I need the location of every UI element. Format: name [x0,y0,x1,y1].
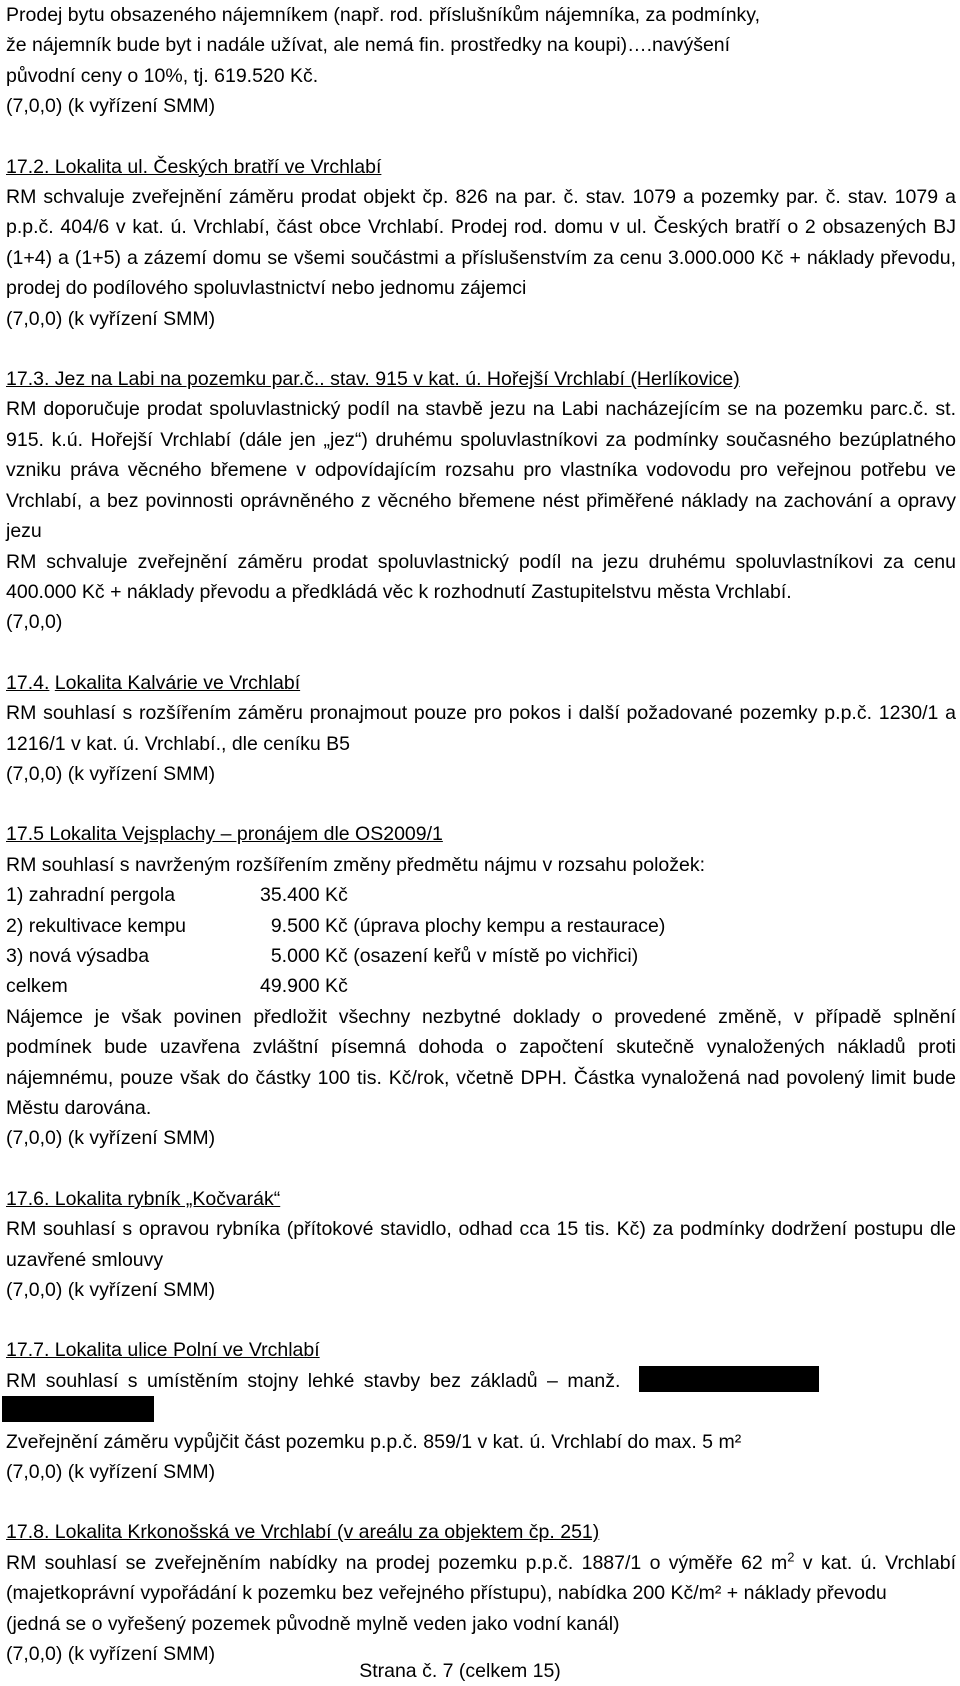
item-price: 35.400 Kč [260,884,348,907]
vote-result: (7,0,0) (k vyřízení SMM) [6,1643,216,1666]
item-price: 5.000 Kč (osazení keřů v místě po vichřici) [260,944,639,967]
paragraph-line: že nájemník bude byt i nadále užívat, ale nemá fin. prostředky na koupi)….navýšení [6,34,731,57]
paragraph-line: původní ceny o 10%, tj. 619.520 Kč. [6,64,319,87]
section-heading-17-3: 17.3. Jez na Labi na pozemku par.č.. stav. 915 v kat. ú. Hořejší Vrchlabí (Herlíkovice) [6,368,740,391]
section-text: RM souhlasí s umístěním stojny lehké stavby bez základů – manž. [6,1369,621,1392]
vote-result: (7,0,0) [6,611,63,634]
section-text: RM souhlasí s opravou rybníka (přítokové stavidlo, odhad cca 15 tis. Kč) za podmínky dodržení postupu dle uzavřené smlouvy [6,1218,956,1271]
paragraph-line: Prodej bytu obsazeného nájemníkem (např. rod. příslušníkům nájemníka, za podmínky, [6,4,761,26]
section-heading-17-2: 17.2. Lokalita ul. Českých bratří ve Vrchlabí [6,155,382,178]
item-price: 49.900 Kč [260,975,348,998]
section-heading-17-7: 17.7. Lokalita ulice Polní ve Vrchlabí [6,1339,320,1362]
redaction-block [639,1366,819,1392]
vote-result: (7,0,0) (k vyřízení SMM) [6,1279,216,1302]
redaction-line [6,1396,956,1426]
superscript: 2 [787,1549,795,1565]
section-heading-17-4 [6,668,956,698]
section-text: RM doporučuje prodat spoluvlastnický podíl na stavbě jezu na Labi nacházejícím se na pozemku parc.č. st. 915. k.ú. Hořejší Vrchlabí (dále jen „jez“) druhému spoluvlastníkovi za podmínky současného bezúplatného vzniku práva věcného břemene v odpovídajícím rozsahu pro vlastníka vodovodu pro veřejnou potřebu ve Vrchlabí, a bez povinnosti oprávněného z věcného břemene nést přiměřené náklady na zachování a opravy jezu [6,398,956,543]
vote-result: (7,0,0) (k vyřízení SMM) [6,1461,216,1484]
list-item [6,941,956,971]
section-heading-17-8: 17.8. Lokalita Krkonošská ve Vrchlabí (v areálu za objektem čp. 251) [6,1521,600,1544]
vote-result: (7,0,0) (k vyřízení SMM) [6,1127,216,1150]
redaction-block [2,1396,154,1422]
section-text [6,1548,956,1609]
section-text: RM schvaluje zveřejnění záměru prodat spoluvlastnický podíl na jezu druhému spoluvlastníkovi za cenu 400.000 Kč + náklady převodu a předkládá věc k rozhodnutí Zastupitelstvu města Vrchlabí. [6,550,956,603]
item-name: celkem [6,975,68,998]
item-name: 1) zahradní pergola [6,884,176,907]
section-text-with-redaction [6,1366,956,1396]
vote-result: (7,0,0) (k vyřízení SMM) [6,307,216,330]
item-name: 2) rekultivace kempu [6,914,186,937]
item-price: 9.500 Kč (úprava plochy kempu a restaurace) [260,914,666,937]
section-text: Zveřejnění záměru vypůjčit část pozemku p.p.č. 859/1 v kat. ú. Vrchlabí do max. 5 m² [6,1430,742,1453]
section-text: RM schvaluje zveřejnění záměru prodat objekt čp. 826 na par. č. stav. 1079 a pozemky par. č. stav. 1079 a p.p.č. 404/6 v kat. ú. Vrchlabí, část obce Vrchlabí. Prodej rod. domu v ul. Českých bratří o 2 obsazených BJ (1+4) a (1+5) a zázemí domu se všemi součástmi a příslušenstvím za cenu 3.000.000 Kč + náklady převodu, prodej do podílového spoluvlastnictví nebo jednomu zájemci [6,186,956,300]
section-title: Lokalita Kalvárie ve Vrchlabí [54,671,301,694]
section-text-part: v kat. ú. Vrchlabí (majetkoprávní vypořádání k pozemku bez veřejného přístupu), nabídka 200 Kč/m² + náklady převodu [6,1551,956,1605]
document-body [6,0,956,1670]
vote-result: (7,0,0) (k vyřízení SMM) [6,95,216,118]
list-item [6,971,956,1001]
section-text-part: RM souhlasí se zveřejněním nabídky na prodej pozemku p.p.č. 1887/1 o výměře 62 m [6,1551,788,1574]
list-item [6,880,956,910]
section-text: Nájemce je však povinen předložit všechny nezbytné doklady o provedené změně, v případě splnění podmínek bude uzavřena zvláštní písemná dohoda o započtení skutečně vynaložených nákladů proti nájemnému, pouze však do částky 100 tis. Kč/rok, včetně DPH. Částka vynaložená nad povolený limit bude Městu darována. [6,1005,956,1119]
vote-result: (7,0,0) (k vyřízení SMM) [6,762,216,785]
item-name: 3) nová výsadba [6,944,150,967]
section-text: RM souhlasí s navrženým rozšířením změny předmětu nájmu v rozsahu položek: [6,853,706,876]
list-item [6,911,956,941]
section-heading-17-6: 17.6. Lokalita rybník „Kočvarák“ [6,1187,281,1210]
section-heading-17-5: 17.5 Lokalita Vejsplachy – pronájem dle OS2009/1 [6,823,443,846]
section-note: (jedná se o vyřešený pozemek původně mylně veden jako vodní kanál) [6,1612,620,1635]
page-footer: Strana č. 7 (celkem 15) [359,1660,561,1682]
section-number: 17.4. [6,671,50,694]
section-text: RM souhlasí s rozšířením záměru pronajmout pouze pro pokos i další požadované pozemky p.p.č. 1230/1 a 1216/1 v kat. ú. Vrchlabí., dle ceníku B5 [6,702,956,755]
